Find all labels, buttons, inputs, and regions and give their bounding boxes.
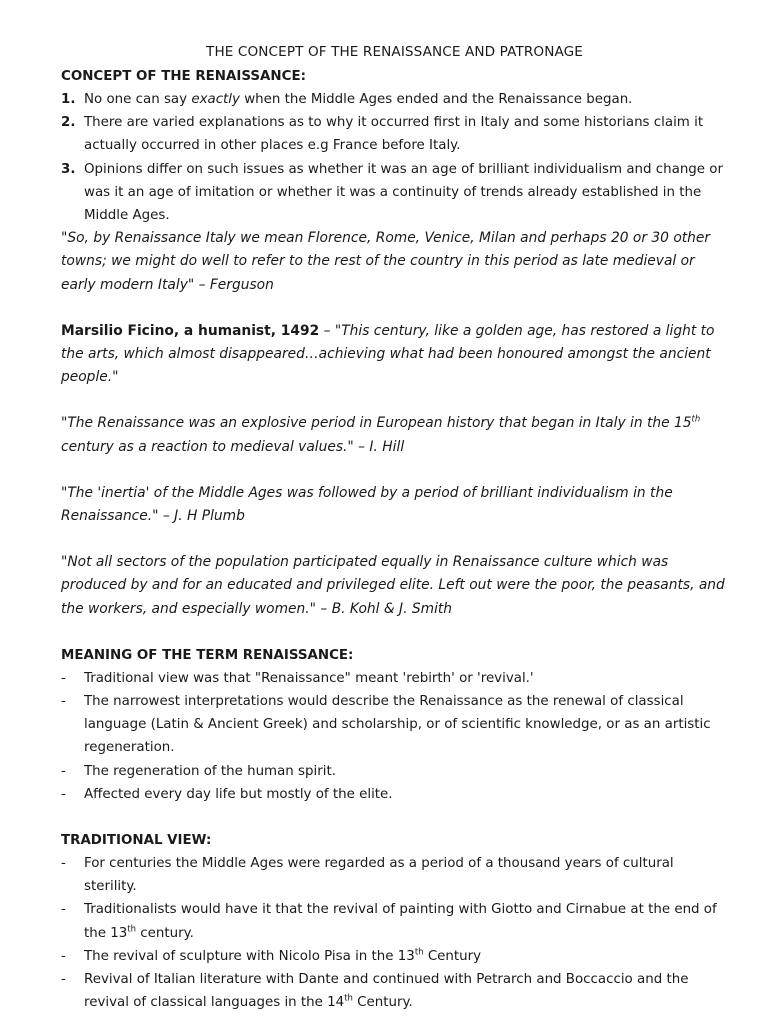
ferguson-quote [61, 227, 728, 297]
plumb-quote: "The 'inertia' of the Middle Ages was followed by a period of brilliant individualism in the Renaissance." – J. H Plumb [61, 484, 673, 525]
hill-quote [61, 412, 728, 458]
traditional-list [61, 852, 728, 1014]
item-text: Traditional view was that "Renaissance" meant 'rebirth' or 'revival.' [84, 670, 534, 686]
list-dash: - [61, 902, 66, 918]
meaning-list [61, 667, 728, 806]
list-item [61, 783, 728, 806]
list-dash: - [61, 856, 66, 872]
concept-heading: CONCEPT OF THE RENAISSANCE: [61, 69, 306, 84]
meaning-heading: MEANING OF THE TERM RENAISSANCE: [61, 647, 354, 663]
list-item [61, 690, 728, 760]
list-dash: - [61, 948, 66, 964]
document-title: THE CONCEPT OF THE RENAISSANCE AND PATRONAGE [206, 44, 583, 60]
ficino-quote [61, 320, 728, 390]
list-dash: - [61, 786, 66, 802]
concept-list [61, 88, 728, 227]
list-item [61, 667, 728, 690]
item-text: No one can say [84, 92, 192, 107]
item-text: For centuries the Middle Ages were regarded as a period of a thousand years of cultural sterility. [84, 856, 674, 895]
item-text: Revival of Italian literature with Dante and continued with Petrarch and Boccaccio and the revival of classical languages in the 14 [84, 972, 689, 1011]
superscript: th [127, 924, 137, 935]
list-dash: - [61, 763, 66, 779]
list-item [61, 945, 728, 968]
list-number: 1. [61, 92, 76, 107]
item-text: The revival of sculpture with Nicolo Pisa in the 13 [84, 948, 415, 964]
item-text: when the Middle Ages ended and the Renaissance began. [239, 92, 633, 107]
list-item [61, 158, 728, 228]
item-text: Century. [352, 995, 413, 1011]
quote-text: "This century, like a golden age, has restored a light to the arts, which almost disappeared…achieving what had been honoured amongst the ancient people." [61, 322, 715, 386]
traditional-heading: TRADITIONAL VIEW: [61, 833, 212, 849]
list-item [61, 760, 728, 783]
list-item [61, 111, 728, 157]
quote-text: century as a reaction to medieval values." – I. Hill [61, 438, 405, 455]
quote-text: "The Renaissance was an explosive period in European history that began in Italy in the 15 [61, 415, 692, 432]
item-text: Affected every day life but mostly of the elite. [84, 786, 393, 802]
item-text: Opinions differ on such issues as whether it was an age of brilliant individualism and change or was it an age of imitation or whether it was a continuity of trends already established in the Middle Ages. [84, 161, 723, 224]
list-dash: - [61, 670, 66, 686]
item-text: The regeneration of the human spirit. [84, 763, 336, 779]
list-dash: - [61, 694, 66, 710]
list-item [61, 852, 728, 898]
item-text: The narrowest interpretations would describe the Renaissance as the renewal of classical language (Latin & Ancient Greek) and scholarship, or of scientific knowledge, or as an artistic regeneration. [84, 694, 711, 756]
list-dash: - [61, 972, 66, 988]
kohl-smith-quote: "Not all sectors of the population participated equally in Renaissance culture which was produced by and for an educated and privileged elite. Left out were the poor, the peasants, and the workers, and especially women." – B. Kohl & J. Smith [61, 554, 725, 617]
quote-dash: – [319, 322, 335, 339]
list-item [61, 968, 728, 1014]
list-number: 3. [61, 161, 76, 177]
superscript: th [344, 993, 353, 1004]
quote-text: So, by Renaissance Italy we mean Florence, Rome, Venice, Milan and perhaps 20 or 30 other towns; we might do well to refer to the rest of the country in this period as late medieval or early modern Italy" – Ferguson [61, 230, 711, 293]
item-text: Traditionalists would have it that the revival of painting with Giotto and Cirnabue at the end of the 13 [84, 902, 717, 941]
list-item [61, 898, 728, 944]
superscript: th [414, 947, 424, 958]
list-number: 2. [61, 115, 76, 131]
superscript: th [691, 414, 701, 425]
item-text: century. [136, 925, 194, 941]
item-emphasis: exactly [191, 92, 240, 107]
item-text: There are varied explanations as to why it occurred first in Italy and some historians claim it actually occurred in other places e.g France before Italy. [84, 115, 704, 154]
quote-mark: " [61, 230, 68, 247]
item-text: Century [423, 948, 482, 964]
list-item [61, 88, 728, 111]
quote-speaker: Marsilio Ficino, a humanist, 1492 [61, 322, 320, 339]
